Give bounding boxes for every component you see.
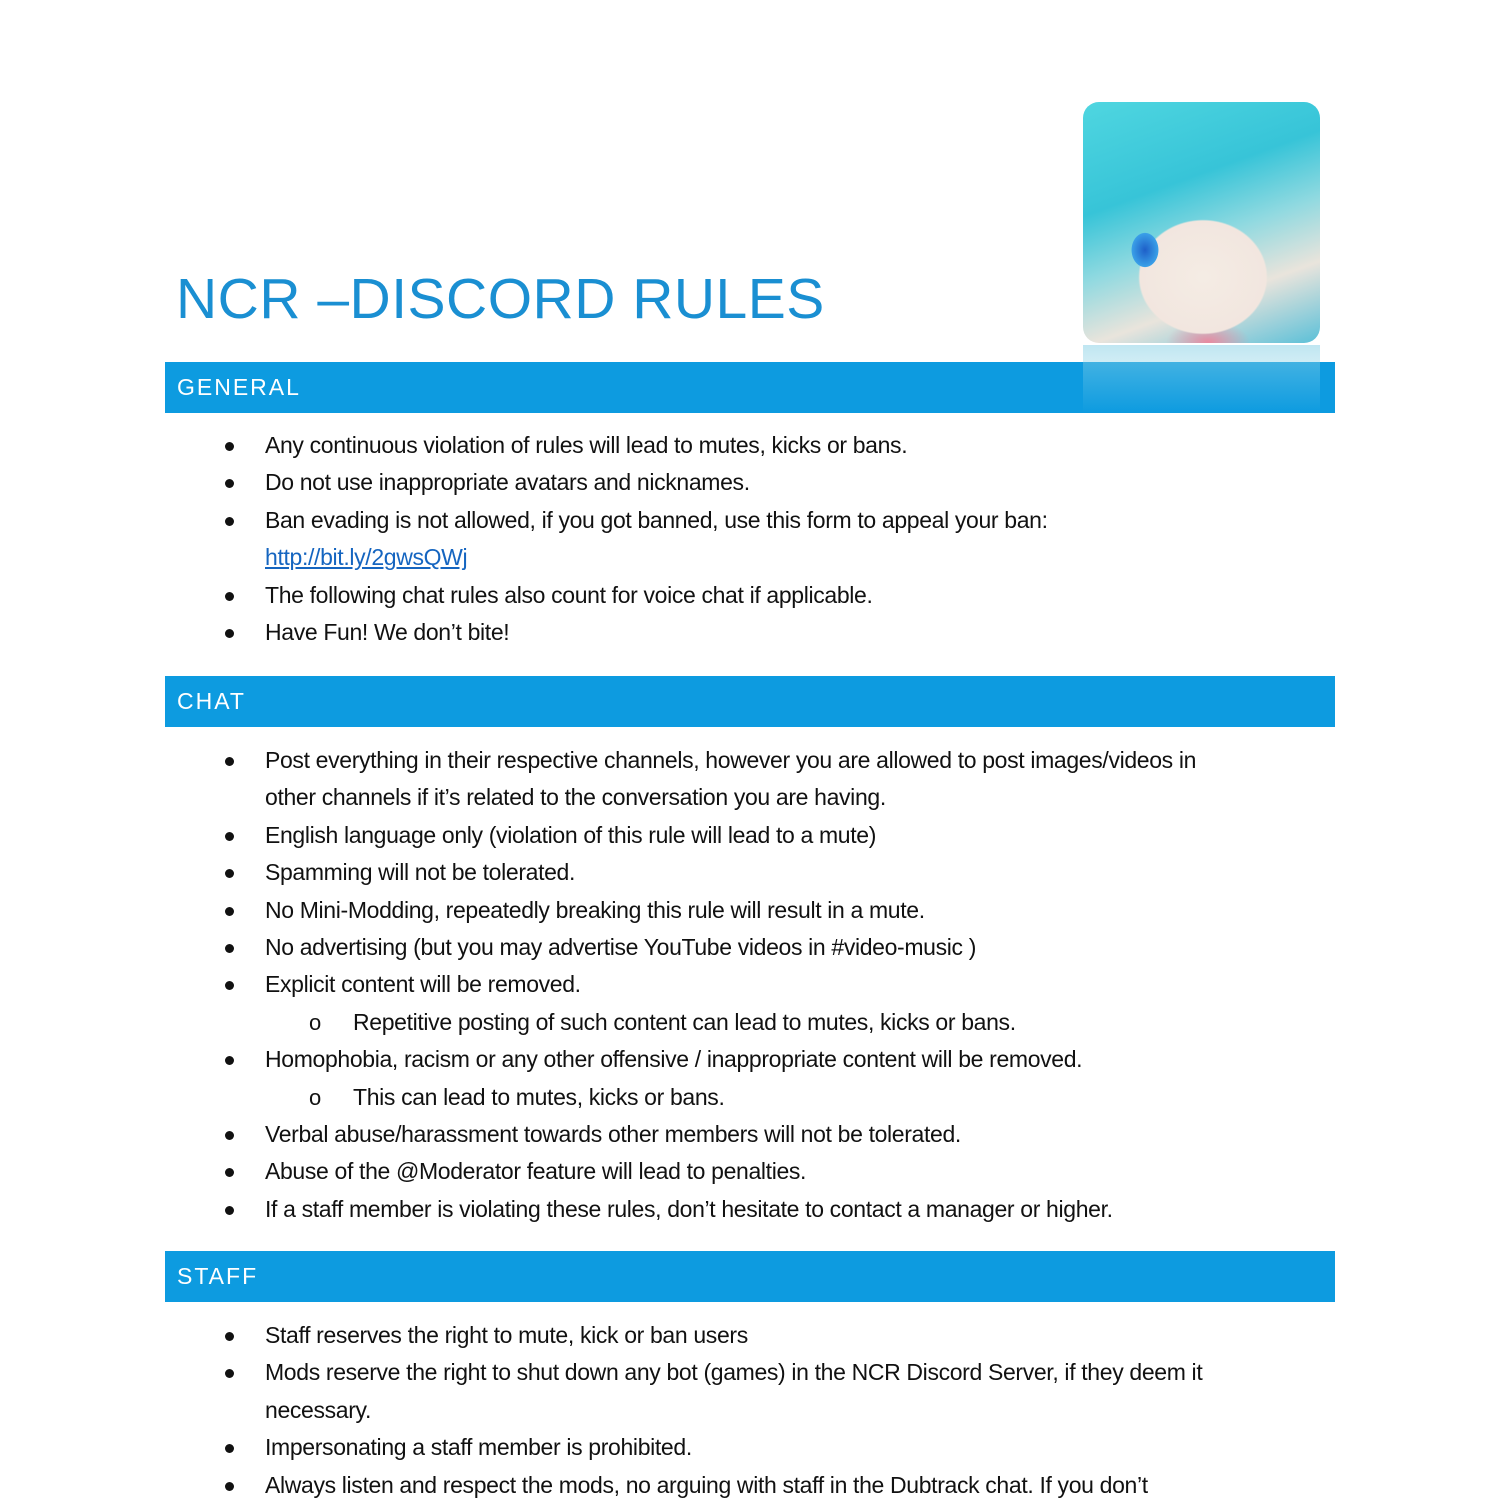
sub-bullet-icon: o: [309, 1084, 321, 1110]
list-item: Spamming will not be tolerated.: [0, 854, 1500, 891]
list-item: Verbal abuse/harassment towards other members will not be tolerated.: [0, 1116, 1500, 1153]
bullet-icon: [225, 1131, 234, 1140]
list-item: No advertising (but you may advertise YouTube videos in #video-music ): [0, 929, 1500, 966]
bullet-icon: [225, 629, 234, 638]
list-item: Abuse of the @Moderator feature will lead to penalties.: [0, 1153, 1500, 1190]
anime-avatar-image: [1083, 102, 1320, 343]
appeal-link[interactable]: http://bit.ly/2gwsQWj: [265, 544, 468, 571]
bullet-icon: [225, 442, 234, 451]
list-item-continuation: necessary.: [265, 1396, 372, 1423]
bullet-icon: [225, 944, 234, 953]
list-item: Do not use inappropriate avatars and nicknames.: [0, 464, 1500, 501]
staff-rules-list: [0, 1317, 1500, 1504]
list-item: Explicit content will be removed.: [0, 966, 1500, 1003]
bullet-icon: [225, 1444, 234, 1453]
list-item-continuation: [0, 539, 1500, 576]
bullet-icon: [225, 592, 234, 601]
bullet-icon: [225, 907, 234, 916]
page-title: NCR –DISCORD RULES: [176, 267, 825, 331]
section-heading-general: GENERAL: [165, 362, 1335, 413]
sub-bullet-icon: o: [309, 1009, 321, 1035]
list-item: No Mini-Modding, repeatedly breaking this rule will result in a mute.: [0, 892, 1500, 929]
list-item: Mods reserve the right to shut down any bot (games) in the NCR Discord Server, if they deem it: [0, 1354, 1500, 1391]
sub-list-item: o This can lead to mutes, kicks or bans.: [0, 1079, 1500, 1116]
list-item: Any continuous violation of rules will lead to mutes, kicks or bans.: [0, 427, 1500, 464]
bullet-icon: [225, 757, 234, 766]
list-item: Homophobia, racism or any other offensive / inappropriate content will be removed.: [0, 1041, 1500, 1078]
bullet-icon: [225, 1168, 234, 1177]
avatar-reflection: [1083, 345, 1320, 413]
bullet-icon: [225, 981, 234, 990]
general-rules-list: [0, 427, 1500, 651]
bullet-icon: [225, 517, 234, 526]
sub-list-item: o Repetitive posting of such content can lead to mutes, kicks or bans.: [0, 1004, 1500, 1041]
bullet-icon: [225, 1056, 234, 1065]
bullet-icon: [225, 1206, 234, 1215]
bullet-icon: [225, 1369, 234, 1378]
bullet-icon: [225, 832, 234, 841]
list-item: Ban evading is not allowed, if you got banned, use this form to appeal your ban:: [0, 502, 1500, 539]
bullet-icon: [225, 479, 234, 488]
list-item-continuation: other channels if it’s related to the conversation you are having.: [265, 784, 886, 811]
list-item: If a staff member is violating these rules, don’t hesitate to contact a manager or higher.: [0, 1191, 1500, 1228]
list-item: English language only (violation of this rule will lead to a mute): [0, 817, 1500, 854]
bullet-icon: [225, 1482, 234, 1491]
list-item: Staff reserves the right to mute, kick or ban users: [0, 1317, 1500, 1354]
list-item: Always listen and respect the mods, no arguing with staff in the Dubtrack chat. If you don’t: [0, 1467, 1500, 1504]
section-heading-staff: STAFF: [165, 1251, 1335, 1302]
list-item: The following chat rules also count for voice chat if applicable.: [0, 577, 1500, 614]
bullet-icon: [225, 869, 234, 878]
list-item: Have Fun! We don’t bite!: [0, 614, 1500, 651]
chat-rules-list: [0, 742, 1500, 1228]
section-heading-chat: CHAT: [165, 676, 1335, 727]
list-item: Impersonating a staff member is prohibited.: [0, 1429, 1500, 1466]
bullet-icon: [225, 1332, 234, 1341]
list-item: Post everything in their respective channels, however you are allowed to post images/videos in: [0, 742, 1500, 779]
